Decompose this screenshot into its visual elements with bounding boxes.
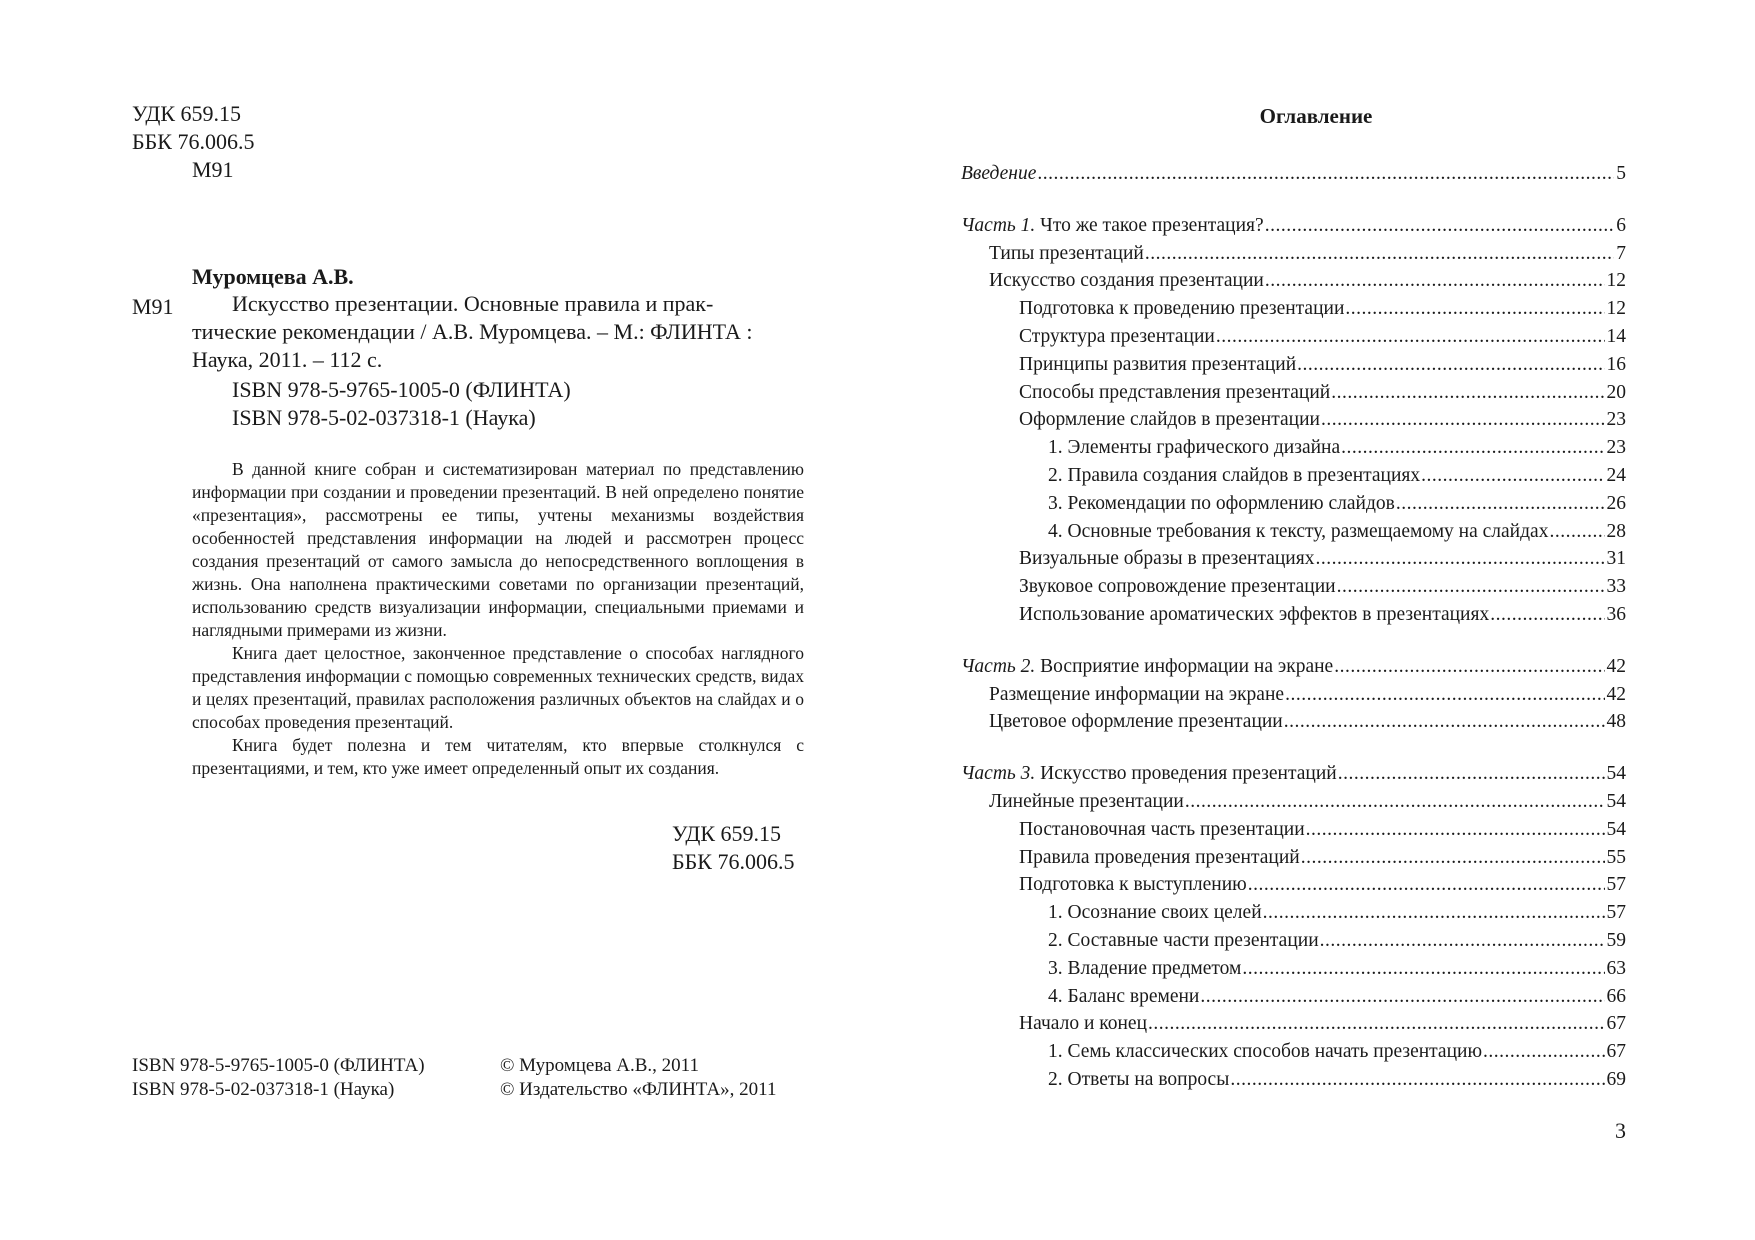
copyright (500, 1054, 776, 1102)
toc-entry (961, 406, 1626, 434)
toc-entry-title: Оформление слайдов в презентации (1019, 409, 1320, 431)
toc-entry-title: Восприятие информации на экране (1035, 655, 1334, 677)
footer-isbn-nauka: ISBN 978-5-02-037318-1 (Наука) (132, 1079, 395, 1100)
toc-entry-title: Способы представления презентаций (1019, 381, 1331, 403)
toc-entry (961, 816, 1626, 844)
toc-leader-dots (1396, 490, 1605, 518)
toc-entry-label (1019, 406, 1320, 434)
toc-entry-page: 36 (1606, 603, 1626, 625)
toc-entry (961, 681, 1626, 709)
toc-leader-dots (1301, 844, 1605, 872)
toc-entry (961, 1010, 1626, 1038)
toc-entry-label (1019, 573, 1336, 601)
toc-leader-dots (1341, 434, 1604, 462)
toc-entry-page: 33 (1606, 576, 1626, 598)
toc-entry-label (1048, 462, 1420, 490)
toc-entry-page: 23 (1606, 409, 1626, 431)
toc-leader-dots (1242, 955, 1604, 983)
toc-entry-label (1019, 295, 1344, 323)
author-mark: М91 (192, 157, 234, 182)
toc-entry-title: Искусство создания презентации (989, 270, 1264, 292)
toc-leader-dots (1334, 653, 1604, 681)
toc-entry-label (961, 760, 1337, 788)
toc-leader-dots (1037, 160, 1614, 188)
toc-entry-title: 1. Семь классических способов начать презентацию (1048, 1041, 1483, 1063)
toc-entry-label (1019, 816, 1305, 844)
toc-entry-label (989, 708, 1283, 736)
toc-entry (961, 955, 1626, 983)
toc-entry-part-label: Часть 2. (961, 655, 1036, 677)
toc-entry-label (989, 267, 1264, 295)
toc-leader-dots (1549, 518, 1604, 546)
toc-entry-label (1048, 983, 1199, 1011)
toc-leader-dots (1265, 212, 1615, 240)
toc-leader-dots (1306, 816, 1605, 844)
toc-entry-title: 4. Баланс времени (1048, 985, 1200, 1007)
toc-entry-title: Искусство проведения презентаций (1035, 763, 1337, 785)
toc-entry-label (1019, 323, 1215, 351)
toc-leader-dots (1200, 983, 1604, 1011)
toc-entry-label (1048, 955, 1241, 983)
bbk-code: ББК 76.006.5 (672, 849, 795, 874)
toc-entry-page: 42 (1606, 655, 1626, 677)
toc-entry-page: 55 (1606, 846, 1626, 868)
left-page (0, 0, 877, 1240)
toc-entry (961, 573, 1626, 601)
toc-entry (961, 295, 1626, 323)
toc-entry-label (1019, 844, 1300, 872)
toc-entry (961, 708, 1626, 736)
toc-entry (961, 760, 1626, 788)
annotation-paragraph: Книга дает целостное, законченное представление о способах наглядного представления информации с помощью современных технических средств, видах и целях презентаций, правилах расположения различных объектов на слайдах и о способах проведения презентаций. (192, 643, 804, 732)
toc-entry-label (1019, 379, 1330, 407)
toc-entry-part-label: Часть 3. (961, 763, 1036, 785)
toc-entry-title: 1. Осознание своих целей (1048, 902, 1262, 924)
toc-entry (961, 462, 1626, 490)
toc-entry (961, 899, 1626, 927)
toc-entry-page: 57 (1606, 874, 1626, 896)
toc-entry-label (1048, 927, 1319, 955)
toc-entry-label (1019, 601, 1489, 629)
toc-entry-title: 2. Составные части презентации (1048, 929, 1319, 951)
toc-entry-page: 63 (1606, 957, 1626, 979)
toc-leader-dots (1331, 379, 1604, 407)
toc-entry-page: 54 (1606, 763, 1626, 785)
toc-leader-dots (1230, 1066, 1604, 1094)
toc-entry-page: 67 (1606, 1013, 1626, 1035)
biblio-line: тические рекомендации / А.В. Муромцева. – М.: ФЛИНТА : (192, 319, 753, 344)
toc-entry-label (1019, 1010, 1147, 1038)
toc-entry-title: 2. Ответы на вопросы (1048, 1068, 1230, 1090)
toc-entry (961, 518, 1626, 546)
toc-entry-label (1048, 1066, 1229, 1094)
toc-entry-page: 57 (1606, 902, 1626, 924)
toc-entry-label (989, 681, 1284, 709)
toc-leader-dots (1265, 267, 1605, 295)
copyright-publisher: © Издательство «ФЛИНТА», 2011 (500, 1079, 777, 1100)
toc-leader-dots (1297, 351, 1604, 379)
toc-entry-title: 4. Основные требования к тексту, размещаемому на слайдах (1048, 520, 1549, 542)
author-name: Муромцева А.В. (192, 264, 354, 289)
toc-entry (961, 160, 1626, 188)
toc-leader-dots (1284, 708, 1605, 736)
toc-entry-page: 28 (1606, 520, 1626, 542)
toc-entry (961, 545, 1626, 573)
toc-entry-title: Линейные презентации (989, 790, 1184, 812)
footer-isbn-flinta: ISBN 978-5-9765-1005-0 (ФЛИНТА) (132, 1055, 425, 1076)
toc-leader-dots (1315, 545, 1604, 573)
classification-codes (132, 100, 254, 184)
toc-entry-title: Что же такое презентация? (1035, 214, 1264, 236)
toc-entry (961, 240, 1626, 268)
toc-entry-title: Цветовое оформление презентации (989, 711, 1283, 733)
toc-entry-title: Типы презентаций (989, 242, 1144, 264)
toc-entry-title: Звуковое сопровождение презентации (1019, 576, 1336, 598)
toc-leader-dots (1320, 927, 1605, 955)
isbn-flinta: ISBN 978-5-9765-1005-0 (ФЛИНТА) (232, 377, 571, 402)
toc-entry-page: 16 (1606, 353, 1626, 375)
bbk-code: ББК 76.006.5 (132, 129, 255, 154)
toc-entry-page: 42 (1606, 683, 1626, 705)
toc-entry-page: 67 (1606, 1041, 1626, 1063)
udk-code: УДК 659.15 (672, 821, 782, 846)
toc-leader-dots (1421, 462, 1604, 490)
toc-leader-dots (1145, 240, 1614, 268)
toc-entry-label (1019, 545, 1314, 573)
toc-entry-label (1048, 434, 1340, 462)
toc-leader-dots (1216, 323, 1605, 351)
isbn-nauka: ISBN 978-5-02-037318-1 (Наука) (232, 405, 536, 430)
toc-entry-label (961, 212, 1264, 240)
toc-leader-dots (1321, 406, 1605, 434)
annotation-paragraph: Книга будет полезна и тем читателям, кто впервые столкнулся с презентациями, и тем, кто уже имеет определенный опыт их создания. (192, 735, 804, 778)
toc-entry-page: 26 (1606, 492, 1626, 514)
toc-entry-label (961, 160, 1036, 188)
toc-entry (961, 844, 1626, 872)
toc-entry (961, 351, 1626, 379)
toc-entry-title: Подготовка к выступлению (1019, 874, 1247, 896)
toc-entry (961, 927, 1626, 955)
toc-leader-dots (1338, 760, 1605, 788)
toc-entry-title: 1. Элементы графического дизайна (1048, 437, 1341, 459)
toc-entry-part-label: Часть 1. (961, 214, 1036, 236)
toc-entry-label (989, 788, 1184, 816)
biblio-line: Наука, 2011. – 112 с. (192, 347, 383, 372)
toc-entry-page: 12 (1606, 270, 1626, 292)
toc-entry-page: 54 (1606, 790, 1626, 812)
toc-entry-page: 66 (1606, 985, 1626, 1007)
bibliographic-description (192, 290, 804, 374)
toc-entry (961, 490, 1626, 518)
toc-entry-label (1048, 518, 1548, 546)
toc-entry-page: 5 (1616, 163, 1626, 184)
toc-entry (961, 1066, 1626, 1094)
toc-leader-dots (1248, 871, 1605, 899)
annotation (192, 458, 804, 780)
toc-entry-page: 54 (1606, 818, 1626, 840)
toc-entry-label (989, 240, 1144, 268)
toc-entry-title: Начало и конец (1019, 1013, 1148, 1035)
footer-isbn (132, 1054, 425, 1102)
toc-entry (961, 601, 1626, 629)
catalog-mark: М91 (132, 294, 174, 319)
toc-entry-page: 48 (1606, 711, 1626, 733)
annotation-paragraph: В данной книге собран и систематизирован материал по представлению информации при создании и проведении презентаций. В ней определено понятие «презентация», рассмотрены ее типы, учтены механизмы воздействия особенностей представления информации на людей и рассмотрен процесс создания презентаций от самого замысла до непосредственного воплощения в жизнь. Она наполнена практическими советами по организации презентаций, использованию средств визуализации информации, специальными приемами и наглядными примерами из жизни. (192, 459, 804, 640)
toc-entry-page: 69 (1606, 1068, 1626, 1090)
biblio-line: Искусство презентации. Основные правила и прак- (232, 291, 714, 316)
toc-entry-page: 31 (1606, 548, 1626, 570)
toc-title: Оглавление (1259, 104, 1373, 128)
toc-entry-label (1048, 899, 1262, 927)
right-page (877, 0, 1755, 1240)
toc-entry (961, 212, 1626, 240)
toc-entry-page: 7 (1616, 242, 1626, 264)
toc-entry (961, 267, 1626, 295)
udk-code: УДК 659.15 (132, 101, 242, 126)
table-of-contents (961, 160, 1626, 1094)
toc-leader-dots (1285, 681, 1604, 709)
toc-entry-page: 24 (1606, 464, 1626, 486)
toc-entry-label (961, 653, 1333, 681)
toc-entry-label (1019, 351, 1296, 379)
toc-entry-label (1019, 871, 1247, 899)
toc-entry-title: Постановочная часть презентации (1019, 818, 1305, 840)
toc-entry-title: Использование ароматических эффектов в презентациях (1019, 603, 1490, 625)
toc-leader-dots (1185, 788, 1605, 816)
copyright-author: © Муромцева А.В., 2011 (500, 1055, 699, 1076)
toc-entry-title: Визуальные образы в презентациях (1019, 548, 1315, 570)
toc-entry-label (1048, 1038, 1482, 1066)
toc-leader-dots (1263, 899, 1605, 927)
toc-entry (961, 434, 1626, 462)
toc-entry-title: 3. Рекомендации по оформлению слайдов (1048, 492, 1395, 514)
toc-entry (961, 379, 1626, 407)
toc-entry-page: 14 (1606, 325, 1626, 347)
toc-entry-title: Подготовка к проведению презентации (1019, 298, 1345, 320)
toc-entry-page: 6 (1616, 214, 1626, 236)
toc-entry (961, 653, 1626, 681)
isbn-block (232, 376, 571, 432)
toc-entry-page: 20 (1606, 381, 1626, 403)
toc-entry-title: 3. Владение предметом (1048, 957, 1242, 979)
classification-codes-bottom (672, 820, 794, 876)
toc-leader-dots (1490, 601, 1604, 629)
toc-entry (961, 788, 1626, 816)
toc-entry (961, 323, 1626, 351)
toc-entry-page: 23 (1606, 437, 1626, 459)
toc-leader-dots (1345, 295, 1604, 323)
toc-entry (961, 871, 1626, 899)
toc-leader-dots (1337, 573, 1605, 601)
toc-entry-title: 2. Правила создания слайдов в презентациях (1048, 464, 1421, 486)
toc-entry-part-label: Введение (961, 163, 1037, 184)
toc-entry-title: Размещение информации на экране (989, 683, 1285, 705)
toc-entry-title: Правила проведения презентаций (1019, 846, 1300, 868)
toc-entry-page: 12 (1606, 298, 1626, 320)
toc-entry-page: 59 (1606, 929, 1626, 951)
toc-leader-dots (1148, 1010, 1604, 1038)
toc-entry-title: Структура презентации (1019, 325, 1215, 347)
toc-entry-label (1048, 490, 1395, 518)
toc-entry (961, 983, 1626, 1011)
toc-entry-title: Принципы развития презентаций (1019, 353, 1297, 375)
toc-leader-dots (1483, 1038, 1604, 1066)
page-number: 3 (1615, 1118, 1626, 1143)
toc-entry (961, 1038, 1626, 1066)
